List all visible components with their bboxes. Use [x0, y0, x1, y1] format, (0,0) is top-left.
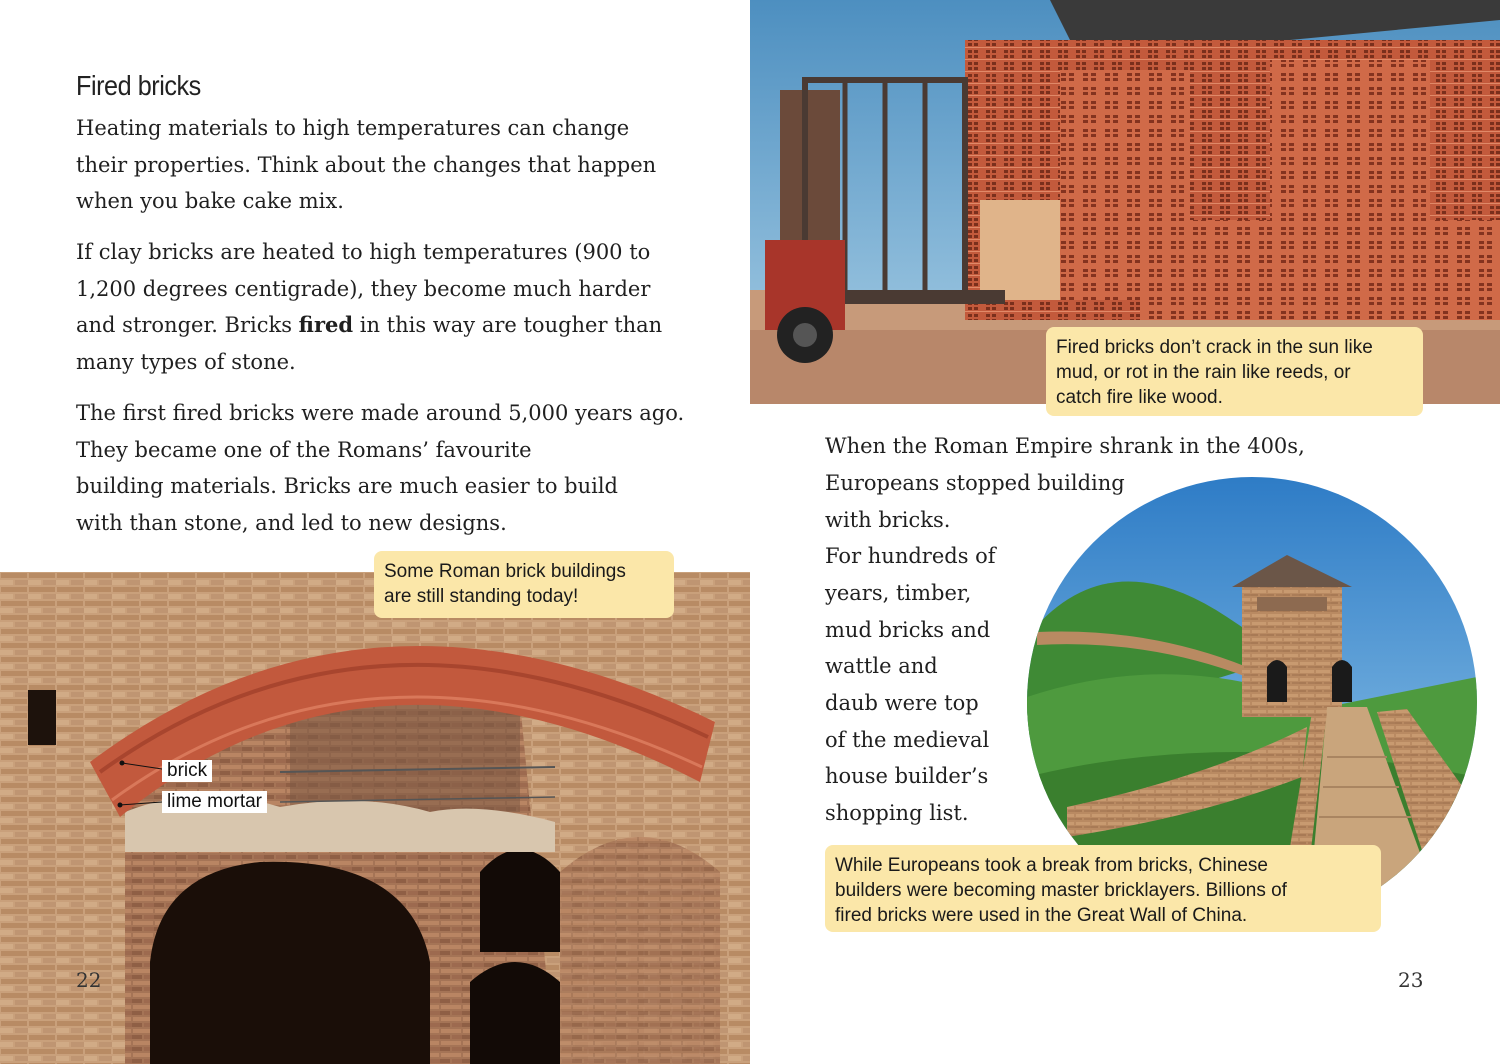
- label-brick: brick: [162, 760, 212, 782]
- body-line: of the medieval: [825, 728, 990, 752]
- roman-photo-caption: Some Roman brick buildings are still standing today!: [374, 551, 674, 618]
- body-line: wattle and: [825, 654, 938, 678]
- body-line: shopping list.: [825, 801, 969, 825]
- body-line: with bricks.: [825, 508, 951, 532]
- page-number-left: 22: [76, 968, 102, 992]
- brickyard-photo-caption: Fired bricks don’t crack in the sun like mud, or rot in the rain like reeds, or catch fire like wood.: [1046, 327, 1423, 416]
- body-line: When the Roman Empire shrank in the 400s,: [825, 434, 1305, 458]
- intro-paragraph: Heating materials to high temperatures can change their properties. Think about the changes that happen when you bake cake mix.: [76, 116, 657, 214]
- history-paragraph: The first fired bricks were made around 5,000 years ago. They became one of the Romans’ favourite building materials. Bricks are much easier to build with than stone, and led to new designs.: [76, 401, 685, 535]
- great-wall-caption: While Europeans took a break from bricks, Chinese builders were becoming master bricklayers. Billions of fired bricks were used in the Great Wall of China.: [825, 845, 1381, 932]
- keyword-fired: fired: [298, 312, 354, 338]
- body-line: mud bricks and: [825, 618, 991, 642]
- body-line: daub were top: [825, 691, 979, 715]
- body-line: house builder’s: [825, 764, 989, 788]
- body-line: years, timber,: [825, 581, 972, 605]
- body-line: Europeans stopped building: [825, 471, 1125, 495]
- label-lime-mortar: lime mortar: [162, 791, 267, 813]
- page-number-right: 23: [1398, 968, 1424, 992]
- firing-paragraph: If clay bricks are heated to high temperatures (900 to 1,200 degrees centigrade), they become much harder and stronger. Bricks fired in this way are tougher than many types of stone.: [76, 240, 663, 374]
- page-title: Fired bricks: [76, 70, 201, 101]
- body-line: For hundreds of: [825, 544, 996, 568]
- roman-brick-photo: [0, 572, 750, 1064]
